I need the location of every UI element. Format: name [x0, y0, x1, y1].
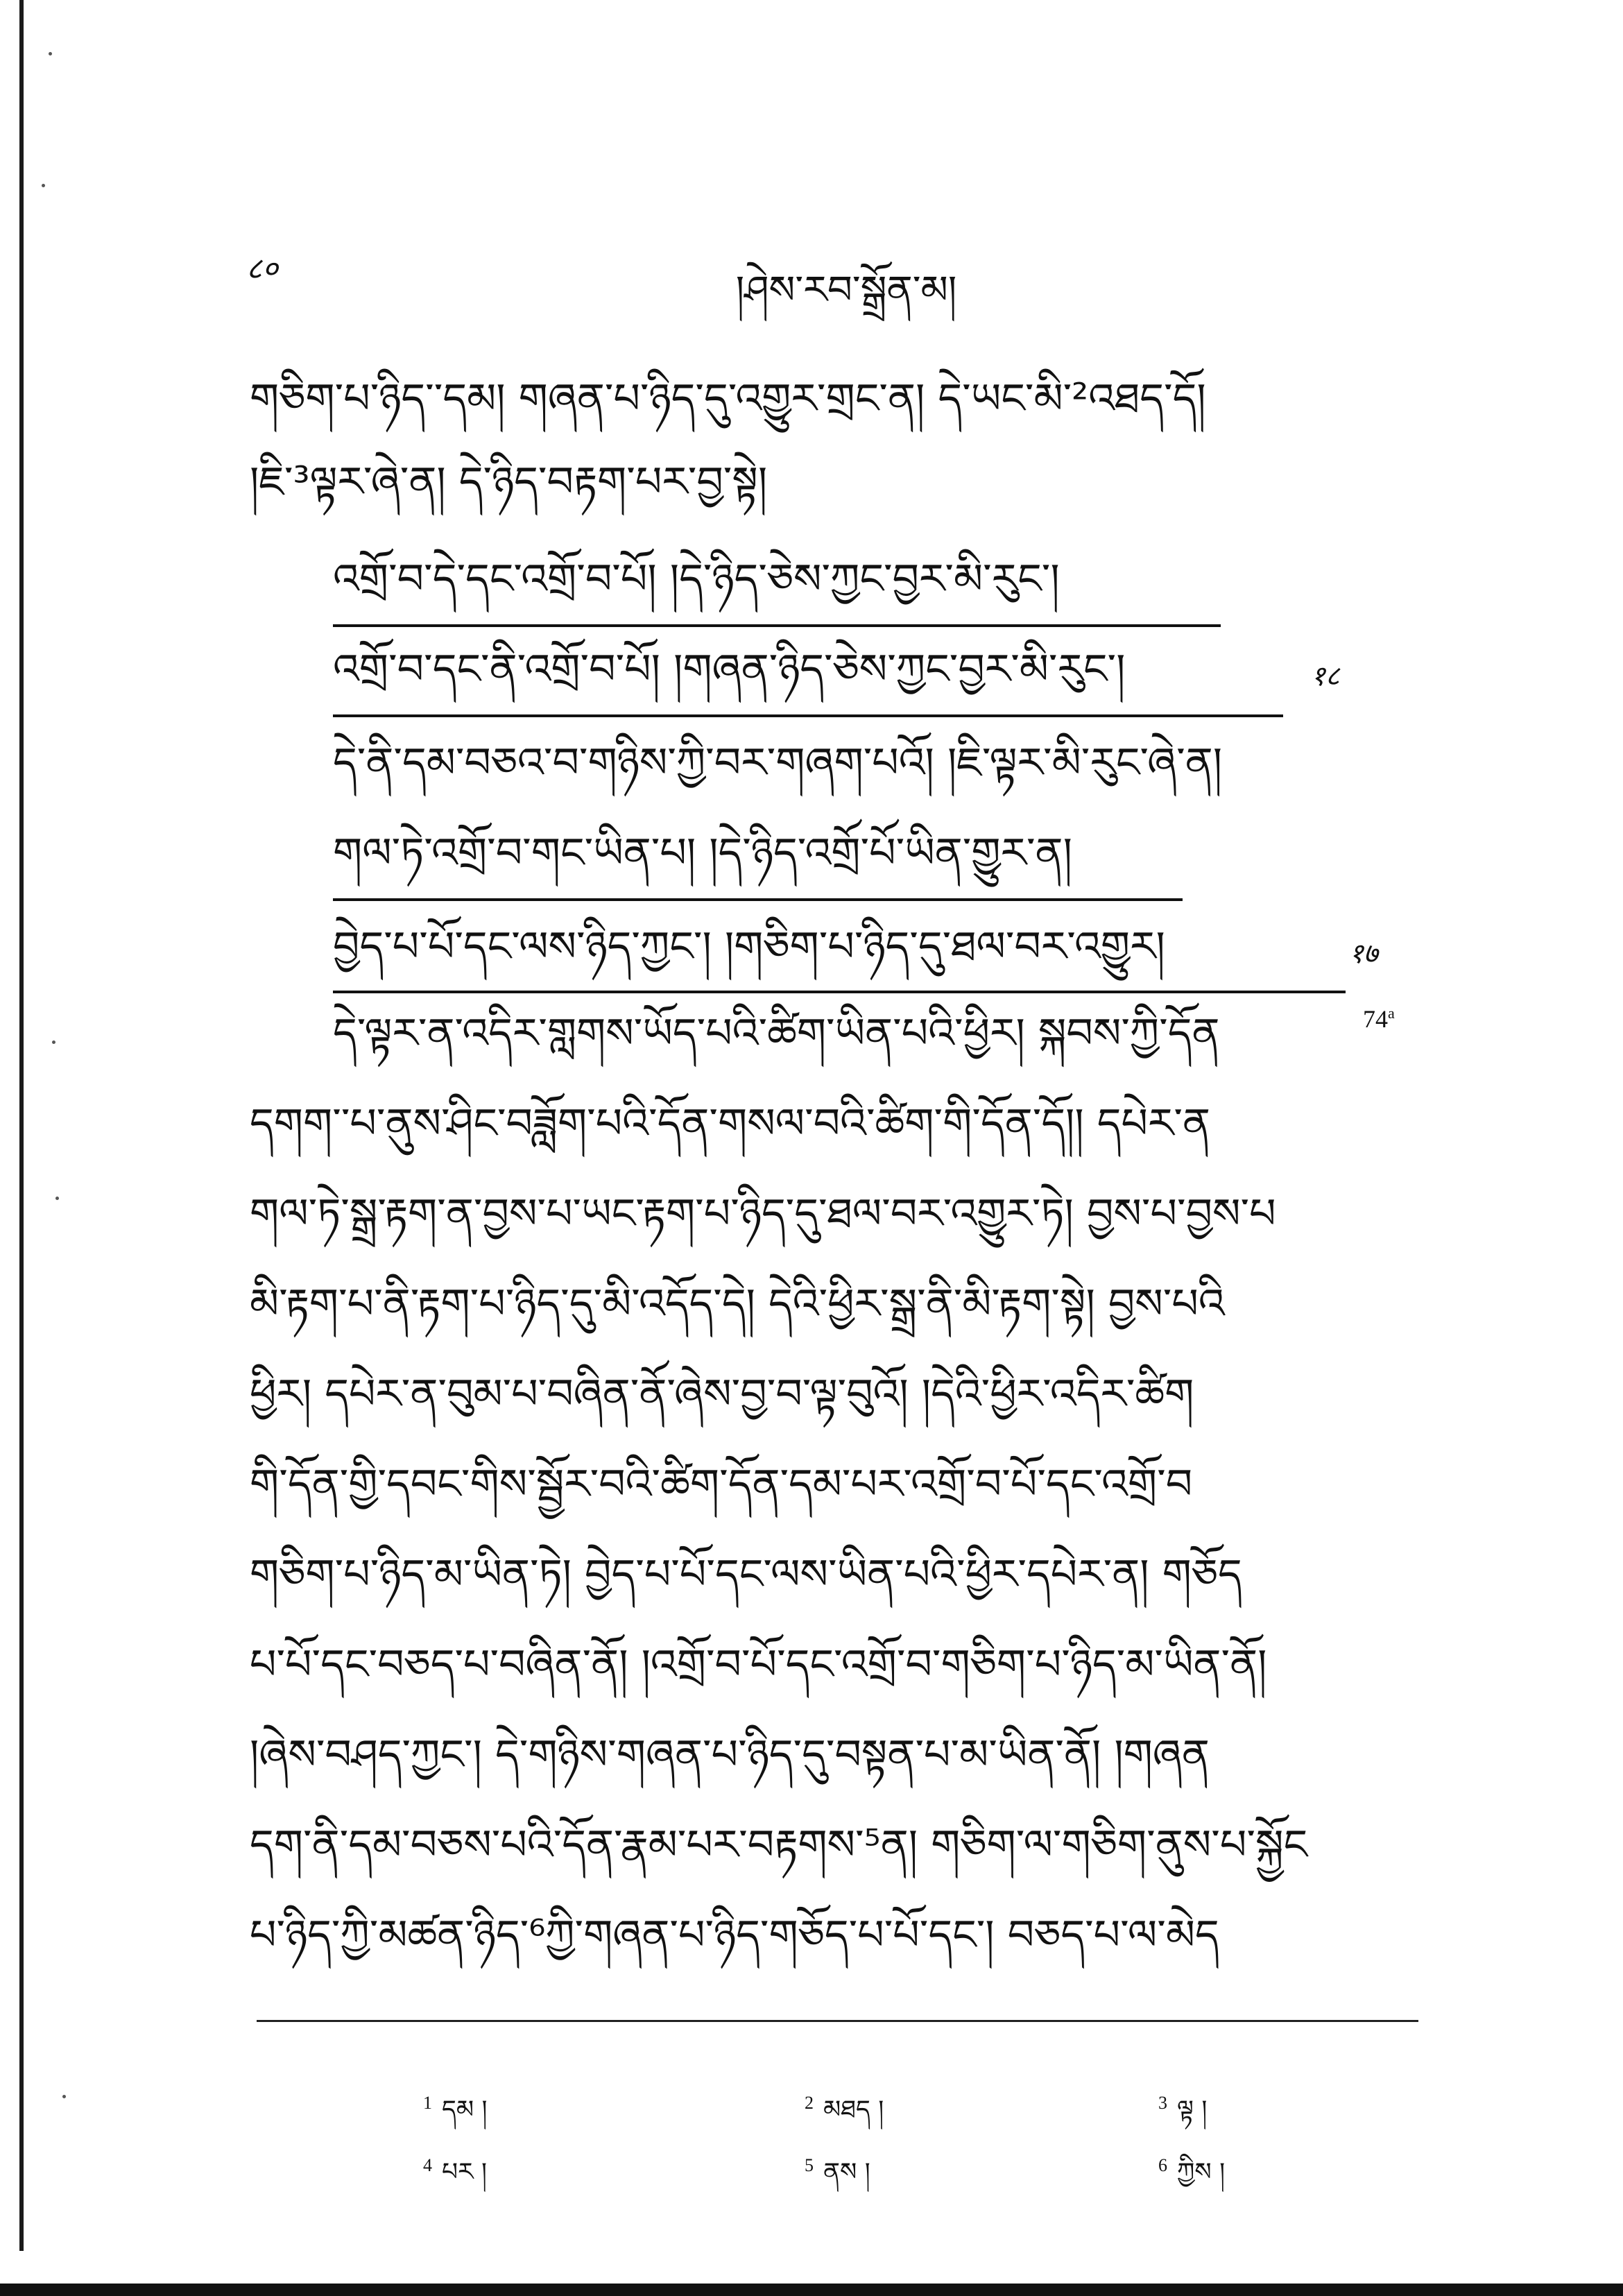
footnote: $^3$ ལྟ །: [1158, 2093, 1208, 2124]
footnote: $^4$ པར །: [423, 2155, 487, 2186]
verse-number: १७: [1349, 938, 1378, 970]
footnote: $^2$ མཐད །: [805, 2093, 884, 2124]
prose-line: གི་དོན་གྱི་དབང་གིས་སྦྱོར་བའི་ཚིག་དོན་དམ་པར་འགྲོ་བ་པོ་དང་འགྲོ་བ: [250, 1460, 1193, 1509]
verse-line: འགྲོ་བ་དེ་དང་འགྲོ་བ་པོ། །དེ་ཉིད་ཅེས་ཀྱང་བྱར་མི་རུང་།: [333, 555, 1060, 603]
prose-line: པ་ཉིད་ཀྱི་མཚན་ཉིད་⁶ཀྱི་གཞན་པ་ཉིད་གཅོད་པ་པོ་དང་། བཅད་པ་ལ་མེད: [250, 1911, 1219, 1960]
prose-line: དག་ནི་དམ་བཅས་པའི་དོན་རྣམ་པར་བརྟགས་⁵ན། གཅིག་ལ་གཅིག་ནུས་པ་སྐྱོང: [250, 1821, 1308, 1869]
footnote-rule: [257, 2020, 1418, 2022]
verse-line: དེ་ནི་དམ་བཅའ་བ་གཉིས་ཀྱི་བར་གཞག་པའོ། །ཇི་ལྟར་མི་རུང་ཞེ་ན།: [333, 739, 1223, 787]
verse-line: འགྲོ་བ་དང་ནི་འགྲོ་བ་པོ། །གཞན་ཉིད་ཅེས་ཀྱང་བྱར་མི་རུང་།: [333, 645, 1126, 694]
verse-line: གལ་ཏེ་འགྲོ་བ་གང་ཡིན་པ། །དེ་ཉིད་འགྲོ་པོ་ཡིན་གྱུར་ན།: [333, 829, 1072, 877]
page-number: ८०: [246, 251, 278, 286]
verse-number: १८: [1311, 660, 1340, 692]
folio-marker: 74$^a$: [1363, 1004, 1395, 1033]
prose-line: །ཞེས་བཤད་ཀྱང་། དེ་གཉིས་གཞན་པ་ཉིད་དུ་བསྟན་པ་མ་ཡིན་ནོ། །གཞན: [250, 1731, 1210, 1779]
footnote: $^6$ ཀྱིས །: [1158, 2155, 1226, 2186]
verse-line: བྱེད་པ་པོ་དང་ལས་ཉིད་ཀྱང་། །གཅིག་པ་ཉིད་དུ་ཐལ་བར་འགྱུར།: [333, 923, 1165, 971]
verse-underline: [333, 991, 1346, 993]
binding-edge: [19, 0, 24, 2251]
prose-line: གཅིག་པ་ཉིད་མ་ཡིན་ཏེ། བྱེད་པ་པོ་དང་ལས་ཡིན་པའི་ཕྱིར་དཔེར་ན། གཅོད: [250, 1550, 1242, 1599]
prose-line: མི་རྟག་པ་ནི་རྟག་པ་ཉིད་དུ་མི་འདོད་དེ། དེའི་ཕྱིར་སྒྲ་ནི་མི་རྟག་སྟེ། བྱས་པའི: [250, 1280, 1225, 1328]
scan-bottom-edge: [0, 2284, 1623, 2296]
intro-line: །ཇི་³ལྟར་ཞེ་ན། དེ་ཉིད་བརྟག་པར་བྱ་སྟེ།: [250, 458, 768, 506]
running-title: །ཤེས་རབ་སྒྲོན་མ།: [735, 268, 957, 313]
verse-underline: [333, 714, 1283, 717]
verse-underline: [333, 898, 1183, 901]
verse-underline: [333, 624, 1221, 627]
prose-line: པ་པོ་དང་བཅད་པ་བཞིན་ནོ། །འགྲོ་བ་པོ་དང་འགྲོ་བ་གཅིག་པ་ཉིད་མ་ཡིན་ནོ།: [250, 1640, 1267, 1689]
footnote: $^5$ ནས །: [805, 2155, 870, 2186]
prose-line: གལ་ཏེ་སྒྲ་རྟག་ན་བྱས་པ་ཡང་རྟག་པ་ཉིད་དུ་ཐལ་བར་འགྱུར་ཏེ། བྱས་པ་བྱས་པ: [250, 1190, 1276, 1238]
prose-line: དགག་་པ་ནུས་ཤིང་བཟློག་པའི་དོན་གསལ་བའི་ཚིག་གི་དོན་དོ།། དཔེར་ན: [250, 1099, 1210, 1148]
prose-line: ཕྱིར། དཔེར་ན་བུམ་པ་བཞིན་ནོ་ཞེས་བྱ་བ་ལྟ་བུའོ། །དེའི་ཕྱིར་འདིར་ཚིག: [250, 1370, 1194, 1419]
intro-line: གཅིག་པ་ཉིད་་དམ། གཞན་པ་ཉིད་དུ་འགྱུར་གྲང་ན། དེ་ཡང་མི་²འཐད་དོ།: [250, 375, 1206, 423]
prose-line: དེ་ལྟར་ན་འདིར་གླགས་ཡོད་པའི་ཚིག་ཡིན་པའི་ཕྱིར། སྐབས་ཀྱི་དོན: [333, 1009, 1220, 1058]
footnote: $^1$ དམ །: [423, 2093, 488, 2124]
